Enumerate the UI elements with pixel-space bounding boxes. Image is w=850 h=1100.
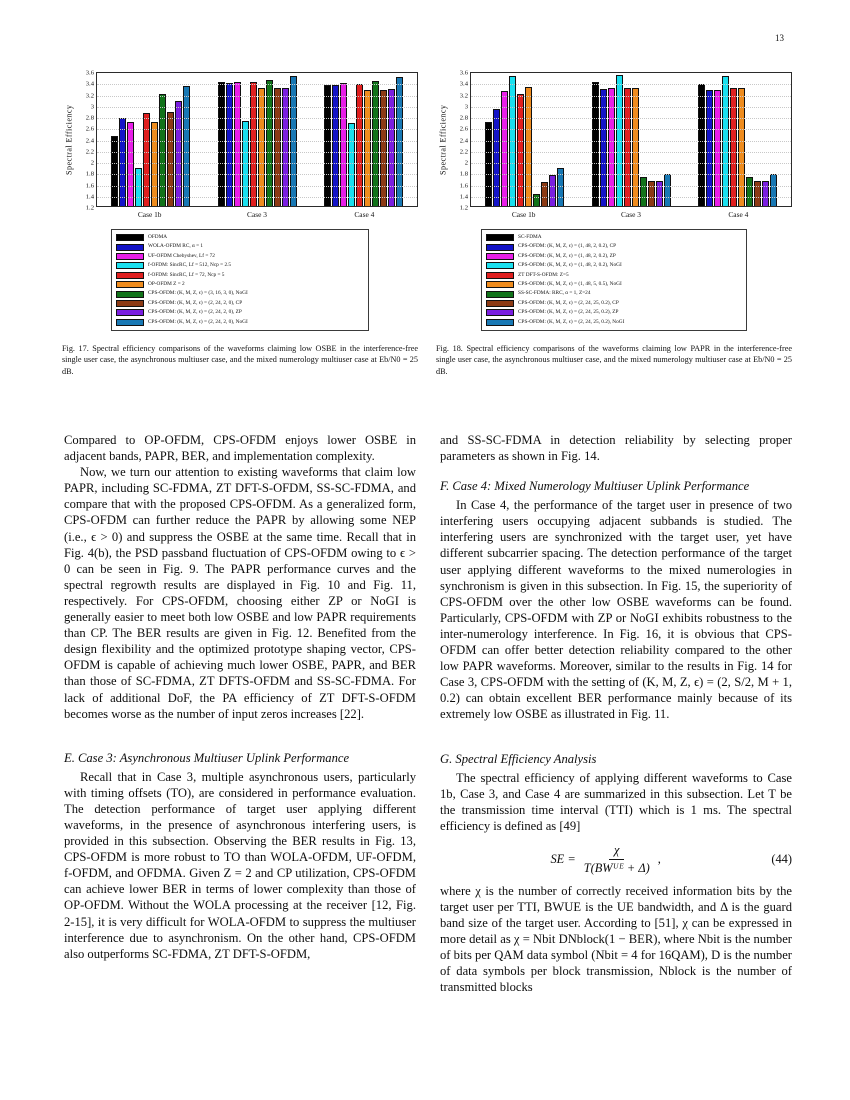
bar — [746, 177, 753, 206]
gridline — [97, 197, 417, 198]
legend-swatch — [486, 319, 514, 326]
legend-item — [116, 318, 364, 327]
body-columns — [64, 432, 792, 1070]
gridline — [471, 197, 791, 198]
x-axis-tick: Case 3 — [247, 210, 267, 219]
legend-label: CPS-OFDM: (K, M, Z, ϵ) = (3, 16, 3, 0), NoGI — [148, 290, 248, 297]
gridline — [97, 163, 417, 164]
figure-17-x-ticks — [96, 210, 418, 219]
legend-item — [116, 252, 364, 261]
section-heading-e: E. Case 3: Asynchronous Multiuser Uplink Performance — [64, 750, 350, 765]
y-axis-tick: 3.4 — [459, 80, 468, 88]
legend-swatch — [116, 281, 144, 288]
legend-item — [486, 261, 742, 270]
legend-swatch — [116, 300, 144, 307]
legend-label: CPS-OFDM: (K, M, Z, ϵ) = (1, 48, 5, 0.5), NoGI — [518, 281, 622, 287]
gridline — [471, 141, 791, 142]
section-heading-g: G. Spectral Efficiency Analysis — [440, 751, 597, 766]
gridline — [471, 152, 791, 153]
y-axis-tick: 3.6 — [85, 69, 94, 77]
paragraph: Recall that in Case 3, multiple asynchronous users, particularly with timing offsets (TO), are considered in performance evaluation. The detection performance of target user applying different waveforms, in the presence of asynchronous interfering users, is provided in this subsection. Observing the BER results in Fig. 13, CPS-OFDM is more robust to TO than WOLA-OFDM, UF-OFDM, f-OFDM, and OFDMA. Given Z = 2 and CP utilization, CPS-OFDM can achieve lower BER in terms of lower complexity than those of OP-OFDM. Without the WOLA processing at the receiver [12, Fig. 2-15], it is very difficult for WOLA-OFDM to suppress the multiuser interference due to asynchronism. On the other hand, CPS-OFDM also outperforms SC-FDMA, ZT DFT-S-OFDM, — [64, 769, 416, 961]
bar — [119, 118, 126, 206]
left-column — [64, 432, 416, 1070]
y-axis-tick: 1.6 — [85, 182, 94, 189]
legend-label: SC-FDMA — [518, 234, 542, 241]
gridline — [471, 107, 791, 108]
legend-label: OFDMA — [148, 234, 168, 241]
legend-label: SS-SC-FDMA: RRC, α = 1, Z=24 — [518, 290, 591, 297]
y-axis-tick: 2.4 — [459, 137, 468, 144]
y-axis-tick: 1.8 — [459, 170, 468, 178]
legend-item — [486, 308, 742, 317]
gridline — [471, 84, 791, 85]
x-axis-tick: Case 3 — [621, 210, 641, 219]
legend-item — [486, 289, 742, 298]
figure-17-y-axis-label: Spectral Efficiency — [64, 104, 74, 175]
paragraph: The spectral efficiency of applying different waveforms to Case 1b, Case 3, and Case 4 are summarized in this subsection. Let T be the transmission time interval (TTI) which is 1 ms. The spectral efficiency is defined as [49] — [440, 770, 792, 833]
bar — [770, 174, 777, 206]
x-axis-tick: Case 4 — [354, 210, 375, 219]
bar — [664, 174, 671, 206]
y-axis-tick: 2.8 — [85, 114, 94, 122]
x-axis-tick: Case 1b — [511, 210, 536, 219]
bar — [356, 84, 363, 206]
figure-18-y-axis-label: Spectral Efficiency — [438, 104, 448, 175]
y-axis-tick: 2 — [90, 159, 94, 167]
gridline — [97, 96, 417, 97]
legend-swatch — [486, 272, 514, 279]
page-number: 13 — [775, 33, 784, 43]
bar — [762, 181, 769, 206]
y-axis-tick: 3 — [464, 103, 468, 111]
figure-17-y-ticks — [76, 69, 96, 212]
figures-row — [62, 69, 792, 377]
equation-fraction — [579, 843, 655, 876]
figure-17-plot-area — [96, 72, 418, 207]
y-axis-tick: 2.2 — [85, 148, 94, 156]
legend-label: CPS-OFDM: (K, M, Z, ϵ) = (1, 48, 2, 0.2), CP — [518, 243, 617, 250]
paragraph: and SS-SC-FDMA in detection reliability by selecting proper parameters as shown in Fig. 14. — [440, 433, 792, 464]
y-axis-tick: 3.4 — [85, 80, 94, 88]
legend-swatch — [116, 244, 144, 251]
legend-label: CPS-OFDM: (K, M, Z, ϵ) = (1, 48, 2, 0.2), NoGI — [518, 262, 622, 269]
legend-label: CPS-OFDM: (K, M, Z, ϵ) = (2, 24, 25, 0.2), ZP — [518, 309, 619, 316]
bar — [632, 88, 639, 206]
y-axis-tick: 2.6 — [85, 125, 94, 133]
paragraph: Now, we turn our attention to existing waveforms that claim low PAPR, including SC-FDMA, ZT DFT-S-OFDM, SS-SC-FDMA, and compare that with the proposed CPS-OFDM. As a generalized form, CPS-OFDM can further reduce the PAPR by allowing some NEP (i.e., ϵ > 0) and suppress the OSBE at the same time. Recall that in Fig. 4(b), the PSD passband fluctuation of CPS-OFDM owing to ϵ > 0 can be seen in Fig. 9. The PAPR performance curves and the spectral regrowth results are displayed in Fig. 10 and Fig. 11, respectively. For CPS-OFDM, choosing either ZP or NoGI is generally easier to meet both low OSBE and low PAPR requirements than CP. The BER results are given in Fig. 12. Benefited from the design flexibility and the optimized prototype shaping vector, CPS-OFDM is capable of achieving much lower OSBE, PAPR, and BER than those of SC-FDMA, ZT DFTS-OFDM and SS-SC-FDMA. For lack of additional DoF, the PA efficiency of ZT DFT-S-OFDM becomes worse as the number of input zeros increases [22]. — [64, 465, 416, 721]
legend-item — [116, 271, 364, 280]
legend-label: UF-OFDM Chebyshev, Lf = 72 — [148, 252, 215, 259]
paragraph: In Case 4, the performance of the target user in presence of two interfering users occupying adjacent subbands is studied. The interfering users are synchronized with the target user, yet have different subcarrier spacing. The detection performance of the target user applying different waveforms to the mixed numerologies in synchronism is given in this subsection. In Fig. 15, the superiority of CPS-OFDM over the other low OSBE waveforms can be found. Particularly, CPS-OFDM with ZP or NoGI exhibits robustness to the inter-numerology interference. In Fig. 16, it is obvious that CPS-OFDM can offer better detection reliability compared to the other low PAPR waveforms. Moreover, similar to the results in Fig. 14 for Case 3, CPS-OFDM with the setting of (K, M, Z, ϵ) = (2, S/2, M + 1, 0.2) can obtain excellent BER performance mainly because of its extremely low OSBE as illustrated in Fig. 11. — [440, 498, 792, 722]
legend-swatch — [486, 291, 514, 298]
y-axis-tick: 1.8 — [85, 170, 94, 178]
gridline — [97, 186, 417, 187]
bar — [234, 82, 241, 206]
legend-item — [116, 308, 364, 317]
legend-swatch — [486, 244, 514, 251]
bar — [332, 85, 339, 206]
figure-18-y-ticks — [450, 69, 470, 212]
legend-label: f-OFDM: SincRC, Lf = 72, Ncp = 5 — [148, 271, 225, 278]
paragraph: where χ is the number of correctly received information bits by the target user per TTI, BWUE is the UE bandwidth, and Δ is the guard band size of the target user. According to [51], χ can be expressed in more detail as χ = Nbit DNblock(1 − BER), where Nbit is the number of bits per QAM data symbol (Nbit = 4 for 16QAM), D is the number of data symbols per block transmission, Nblock is the number of transmitted blocks — [440, 883, 792, 995]
bar — [218, 82, 225, 206]
legend-item — [116, 289, 364, 298]
legend-swatch — [116, 309, 144, 316]
bar — [640, 177, 647, 206]
legend-label: CPS-OFDM: (K, M, Z, ϵ) = (2, 24, 2, 0), NoGI — [148, 318, 248, 325]
equation-44 — [440, 843, 792, 876]
legend-swatch — [486, 281, 514, 288]
legend-item — [486, 299, 742, 308]
legend-item — [486, 252, 742, 261]
bar — [656, 181, 663, 206]
y-axis-tick: 2.2 — [459, 148, 468, 156]
legend-item — [486, 242, 742, 251]
legend-label: CPS-OFDM: (K, M, Z, ϵ) = (2, 24, 2, 0), ZP — [148, 309, 242, 316]
bar — [127, 122, 134, 206]
x-axis-tick: Case 1b — [137, 210, 162, 219]
y-axis-tick: 3.2 — [85, 92, 94, 99]
gridline — [97, 118, 417, 119]
bar — [250, 82, 257, 206]
bar — [525, 87, 532, 206]
y-axis-tick: 2.6 — [459, 125, 468, 133]
legend-item — [486, 318, 742, 327]
equation-denominator: T(BWᵁᴱ + Δ) — [583, 860, 650, 875]
right-column — [440, 432, 792, 1070]
x-axis-tick: Case 4 — [728, 210, 749, 219]
bar — [226, 83, 233, 206]
bar — [348, 123, 355, 206]
legend-swatch — [486, 234, 514, 241]
figure-17-caption: Fig. 17. Spectral efficiency comparisons of the waveforms claiming low OSBE in the interference-free single user case, the asynchronous multiuser case, and the mixed numerology multiuser case at Eb/N0 = 25 dB. — [62, 343, 418, 376]
bar — [167, 112, 174, 207]
legend-label: CPS-OFDM: (K, M, Z, ϵ) = (2, 24, 25, 0.2), CP — [518, 299, 619, 306]
y-axis-tick: 1.4 — [459, 193, 468, 201]
bar — [648, 181, 655, 206]
legend-item — [486, 233, 742, 242]
legend-swatch — [486, 300, 514, 307]
bar — [372, 81, 379, 206]
gridline — [471, 118, 791, 119]
figure-17-chart — [62, 69, 418, 219]
gridline — [471, 129, 791, 130]
legend-swatch — [116, 272, 144, 279]
y-axis-tick: 1.4 — [85, 193, 94, 201]
equation-trailing-comma: , — [657, 851, 661, 866]
equation-number: (44) — [771, 851, 792, 866]
bar — [143, 113, 150, 206]
figure-18-legend — [481, 229, 747, 331]
gridline — [97, 141, 417, 142]
equation-lhs: SE = — [550, 851, 576, 866]
legend-item — [486, 271, 742, 280]
legend-item — [116, 299, 364, 308]
legend-item — [486, 280, 742, 289]
legend-item — [116, 242, 364, 251]
figure-18-plot-area — [470, 72, 792, 207]
figure-18-chart — [436, 69, 792, 219]
y-axis-tick: 2.8 — [459, 114, 468, 122]
bar — [698, 84, 705, 206]
section-heading-f: F. Case 4: Mixed Numerology Multiuser Uplink Performance — [440, 479, 750, 494]
legend-swatch — [116, 291, 144, 298]
y-axis-tick: 1.2 — [459, 204, 468, 212]
y-axis-tick: 1.2 — [85, 204, 94, 212]
bar — [151, 122, 158, 206]
bar — [754, 181, 761, 206]
bar — [183, 86, 190, 206]
gridline — [471, 163, 791, 164]
legend-label: WOLA-OFDM RC, α = 1 — [148, 243, 204, 250]
legend-label: ZT DFT-S-OFDM: Z=5 — [518, 271, 569, 278]
bar — [159, 94, 166, 206]
bar — [493, 109, 500, 206]
bar — [624, 88, 631, 206]
paragraph: Compared to OP-OFDM, CPS-OFDM enjoys lower OSBE in adjacent bands, PAPR, BER, and implementation complexity. — [64, 433, 416, 464]
bar — [340, 83, 347, 206]
legend-swatch — [116, 253, 144, 260]
bar — [517, 94, 524, 206]
gridline — [97, 152, 417, 153]
bar — [592, 82, 599, 206]
bar — [549, 175, 556, 206]
gridline — [471, 174, 791, 175]
legend-item — [116, 233, 364, 242]
y-axis-tick: 2 — [464, 159, 468, 167]
bar — [324, 85, 331, 207]
figure-18-caption: Fig. 18. Spectral efficiency comparisons of the waveforms claiming low PAPR in the interference-free single user case, the asynchronous multiuser case, and the mixed numerology multiuser case at Eb/N0 = 25 dB. — [436, 343, 792, 376]
figure-17-legend — [111, 229, 369, 331]
figure-18-x-ticks — [470, 210, 792, 219]
y-axis-tick: 3 — [90, 103, 94, 111]
gridline — [97, 129, 417, 130]
legend-swatch — [116, 319, 144, 326]
legend-label: OP-OFDM Z = 2 — [148, 281, 185, 287]
legend-label: CPS-OFDM: (K, M, Z, ϵ) = (1, 48, 2, 0.2), ZP — [518, 252, 616, 259]
legend-item — [116, 261, 364, 270]
legend-label: CPS-OFDM: (K, M, Z, ϵ) = (2, 24, 2, 0), CP — [148, 299, 243, 306]
y-axis-tick: 1.6 — [459, 182, 468, 189]
gridline — [471, 186, 791, 187]
y-axis-tick: 3.6 — [459, 69, 468, 77]
y-axis-tick: 2.4 — [85, 137, 94, 144]
legend-swatch — [486, 309, 514, 316]
figure-17 — [62, 69, 418, 377]
y-axis-tick: 3.2 — [459, 92, 468, 99]
gridline — [471, 96, 791, 97]
bar — [501, 91, 508, 206]
legend-label: CPS-OFDM: (K, M, Z, ϵ) = (2, 24, 25, 0.2), NoGI — [518, 318, 625, 325]
legend-swatch — [486, 262, 514, 269]
legend-swatch — [116, 234, 144, 241]
equation-numerator: χ — [609, 843, 624, 860]
gridline — [97, 174, 417, 175]
bar — [266, 80, 273, 206]
legend-item — [116, 280, 364, 289]
gridline — [97, 107, 417, 108]
legend-label: f-OFDM: SincRC, Lf = 512, Ncp = 2.5 — [148, 262, 232, 269]
gridline — [97, 84, 417, 85]
figure-18 — [436, 69, 792, 377]
bar — [111, 136, 118, 206]
legend-swatch — [486, 253, 514, 260]
legend-swatch — [116, 262, 144, 269]
